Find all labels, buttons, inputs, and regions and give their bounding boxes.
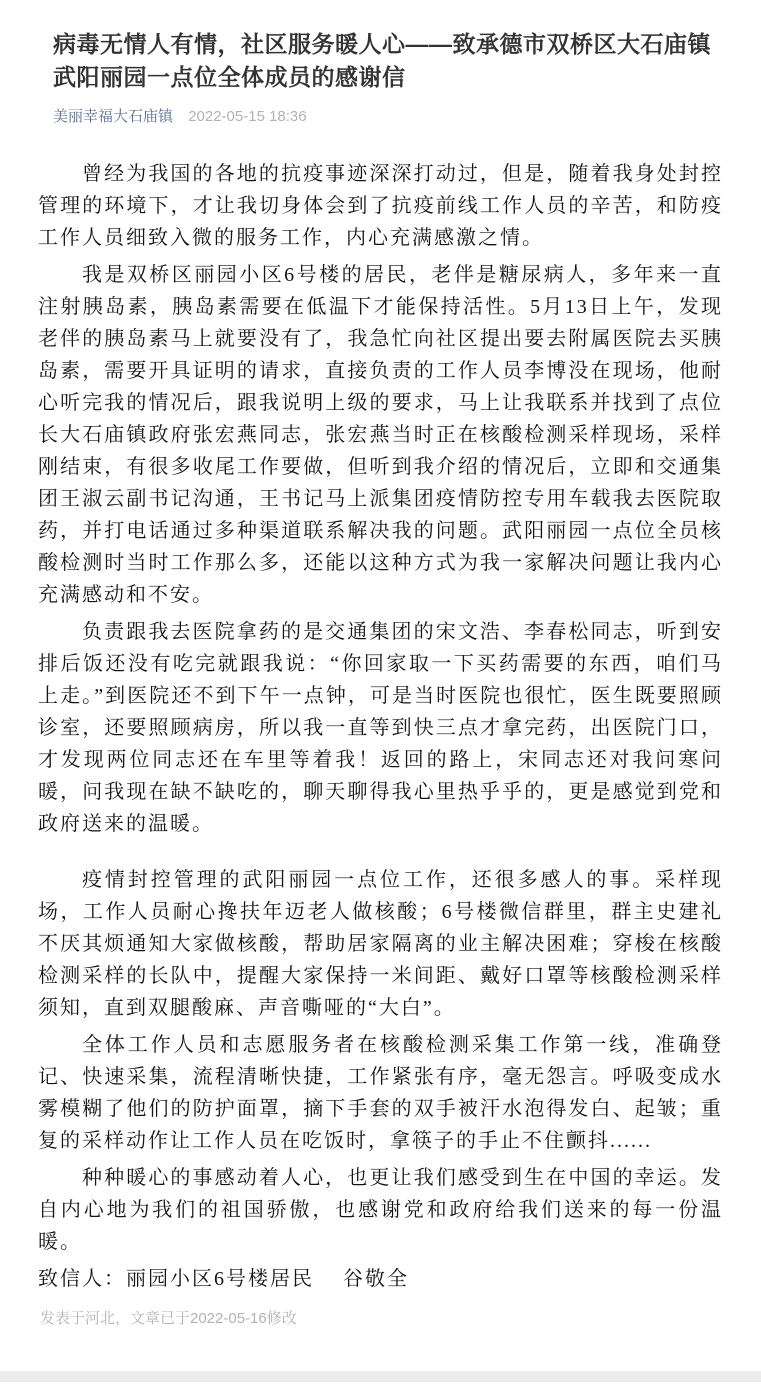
paragraph-5: 全体工作人员和志愿服务者在核酸检测采集工作第一线，准确登记、快速采集，流程清晰快捷，工作紧张有序，毫无怨言。呼吸变成水雾模糊了他们的防护面罩，摘下手套的双手被汗水泡得发白、起皱；重复的采样动作让工作人员在吃饭时，拿筷子的手止不住颤抖...... bbox=[38, 1034, 723, 1152]
bottom-divider-bar bbox=[0, 1371, 761, 1382]
paragraph-4: 疫情封控管理的武阳丽园一点位工作，还很多感人的事。采样现场，工作人员耐心搀扶年迈老人做核酸；6号楼微信群里，群主史建礼不厌其烦通知大家做核酸，帮助居家隔离的业主解决困难；穿梭在核酸检测采样的长队中，提醒大家保持一米间距、戴好口罩等核酸检测采样须知，直到双腿酸麻、声音嘶哑的“大白”。 bbox=[38, 869, 723, 1019]
article-meta bbox=[53, 107, 723, 127]
signature-line: 致信人：丽园小区6号楼居民 谷敬全 bbox=[38, 1268, 409, 1290]
article-page bbox=[0, 28, 761, 1329]
paragraph-1: 曾经为我国的各地的抗疫事迹深深打动过，但是，随着我身处封控管理的环境下，才让我切身体会到了抗疫前线工作人员的辛苦，和防疫工作人员细致入微的服务工作，内心充满感激之情。 bbox=[38, 163, 723, 249]
paragraph-2: 我是双桥区丽园小区6号楼的居民，老伴是糖尿病人，多年来一直注射胰岛素，胰岛素需要在低温下才能保持活性。5月13日上午，发现老伴的胰岛素马上就要没有了，我急忙向社区提出要去附属医院去买胰岛素，需要开具证明的请求，直接负责的工作人员李博没在现场，他耐心听完我的情况后，跟我说明上级的要求，马上让我联系并找到了点位长大石庙镇政府张宏燕同志，张宏燕当时正在核酸检测采样现场，采样刚结束，有很多收尾工作要做，但听到我介绍的情况后，立即和交通集团王淑云副书记沟通，王书记马上派集团疫情防控专用车载我去医院取药，并打电话通过多种渠道联系解决我的问题。武阳丽园一点位全员核酸检测时当时工作那么多，还能以这种方式为我一家解决问题让我内心充满感动和不安。 bbox=[38, 264, 723, 606]
publish-location-note: 发表于河北，文章已于2022-05-16修改 bbox=[40, 1310, 297, 1327]
publish-time: 2022-05-15 18:36 bbox=[188, 108, 307, 125]
article-title: 病毒无情人有情，社区服务暖人心——致承德市双桥区大石庙镇武阳丽园一点位全体成员的感谢信 bbox=[53, 31, 711, 90]
author-link[interactable]: 美丽幸福大石庙镇 bbox=[53, 108, 174, 125]
article-body bbox=[38, 158, 723, 1295]
paragraph-3: 负责跟我去医院拿药的是交通集团的宋文浩、李春松同志，听到安排后饭还没有吃完就跟我说：“你回家取一下买药需要的东西，咱们马上走。”到医院还不到下午一点钟，可是当时医院也很忙，医生既要照顾诊室，还要照顾病房，所以我一直等到快三点才拿完药，出医院门口，才发现两位同志还在车里等着我！返回的路上，宋同志还对我问寒问暖，问我现在缺不缺吃的，聊天聊得我心里热乎乎的，更是感觉到党和政府送来的温暖。 bbox=[38, 621, 723, 835]
paragraph-6: 种种暖心的事感动着人心，也更让我们感受到生在中国的幸运。发自内心地为我们的祖国骄傲，也感谢党和政府给我们送来的每一份温暖。 bbox=[38, 1167, 723, 1253]
